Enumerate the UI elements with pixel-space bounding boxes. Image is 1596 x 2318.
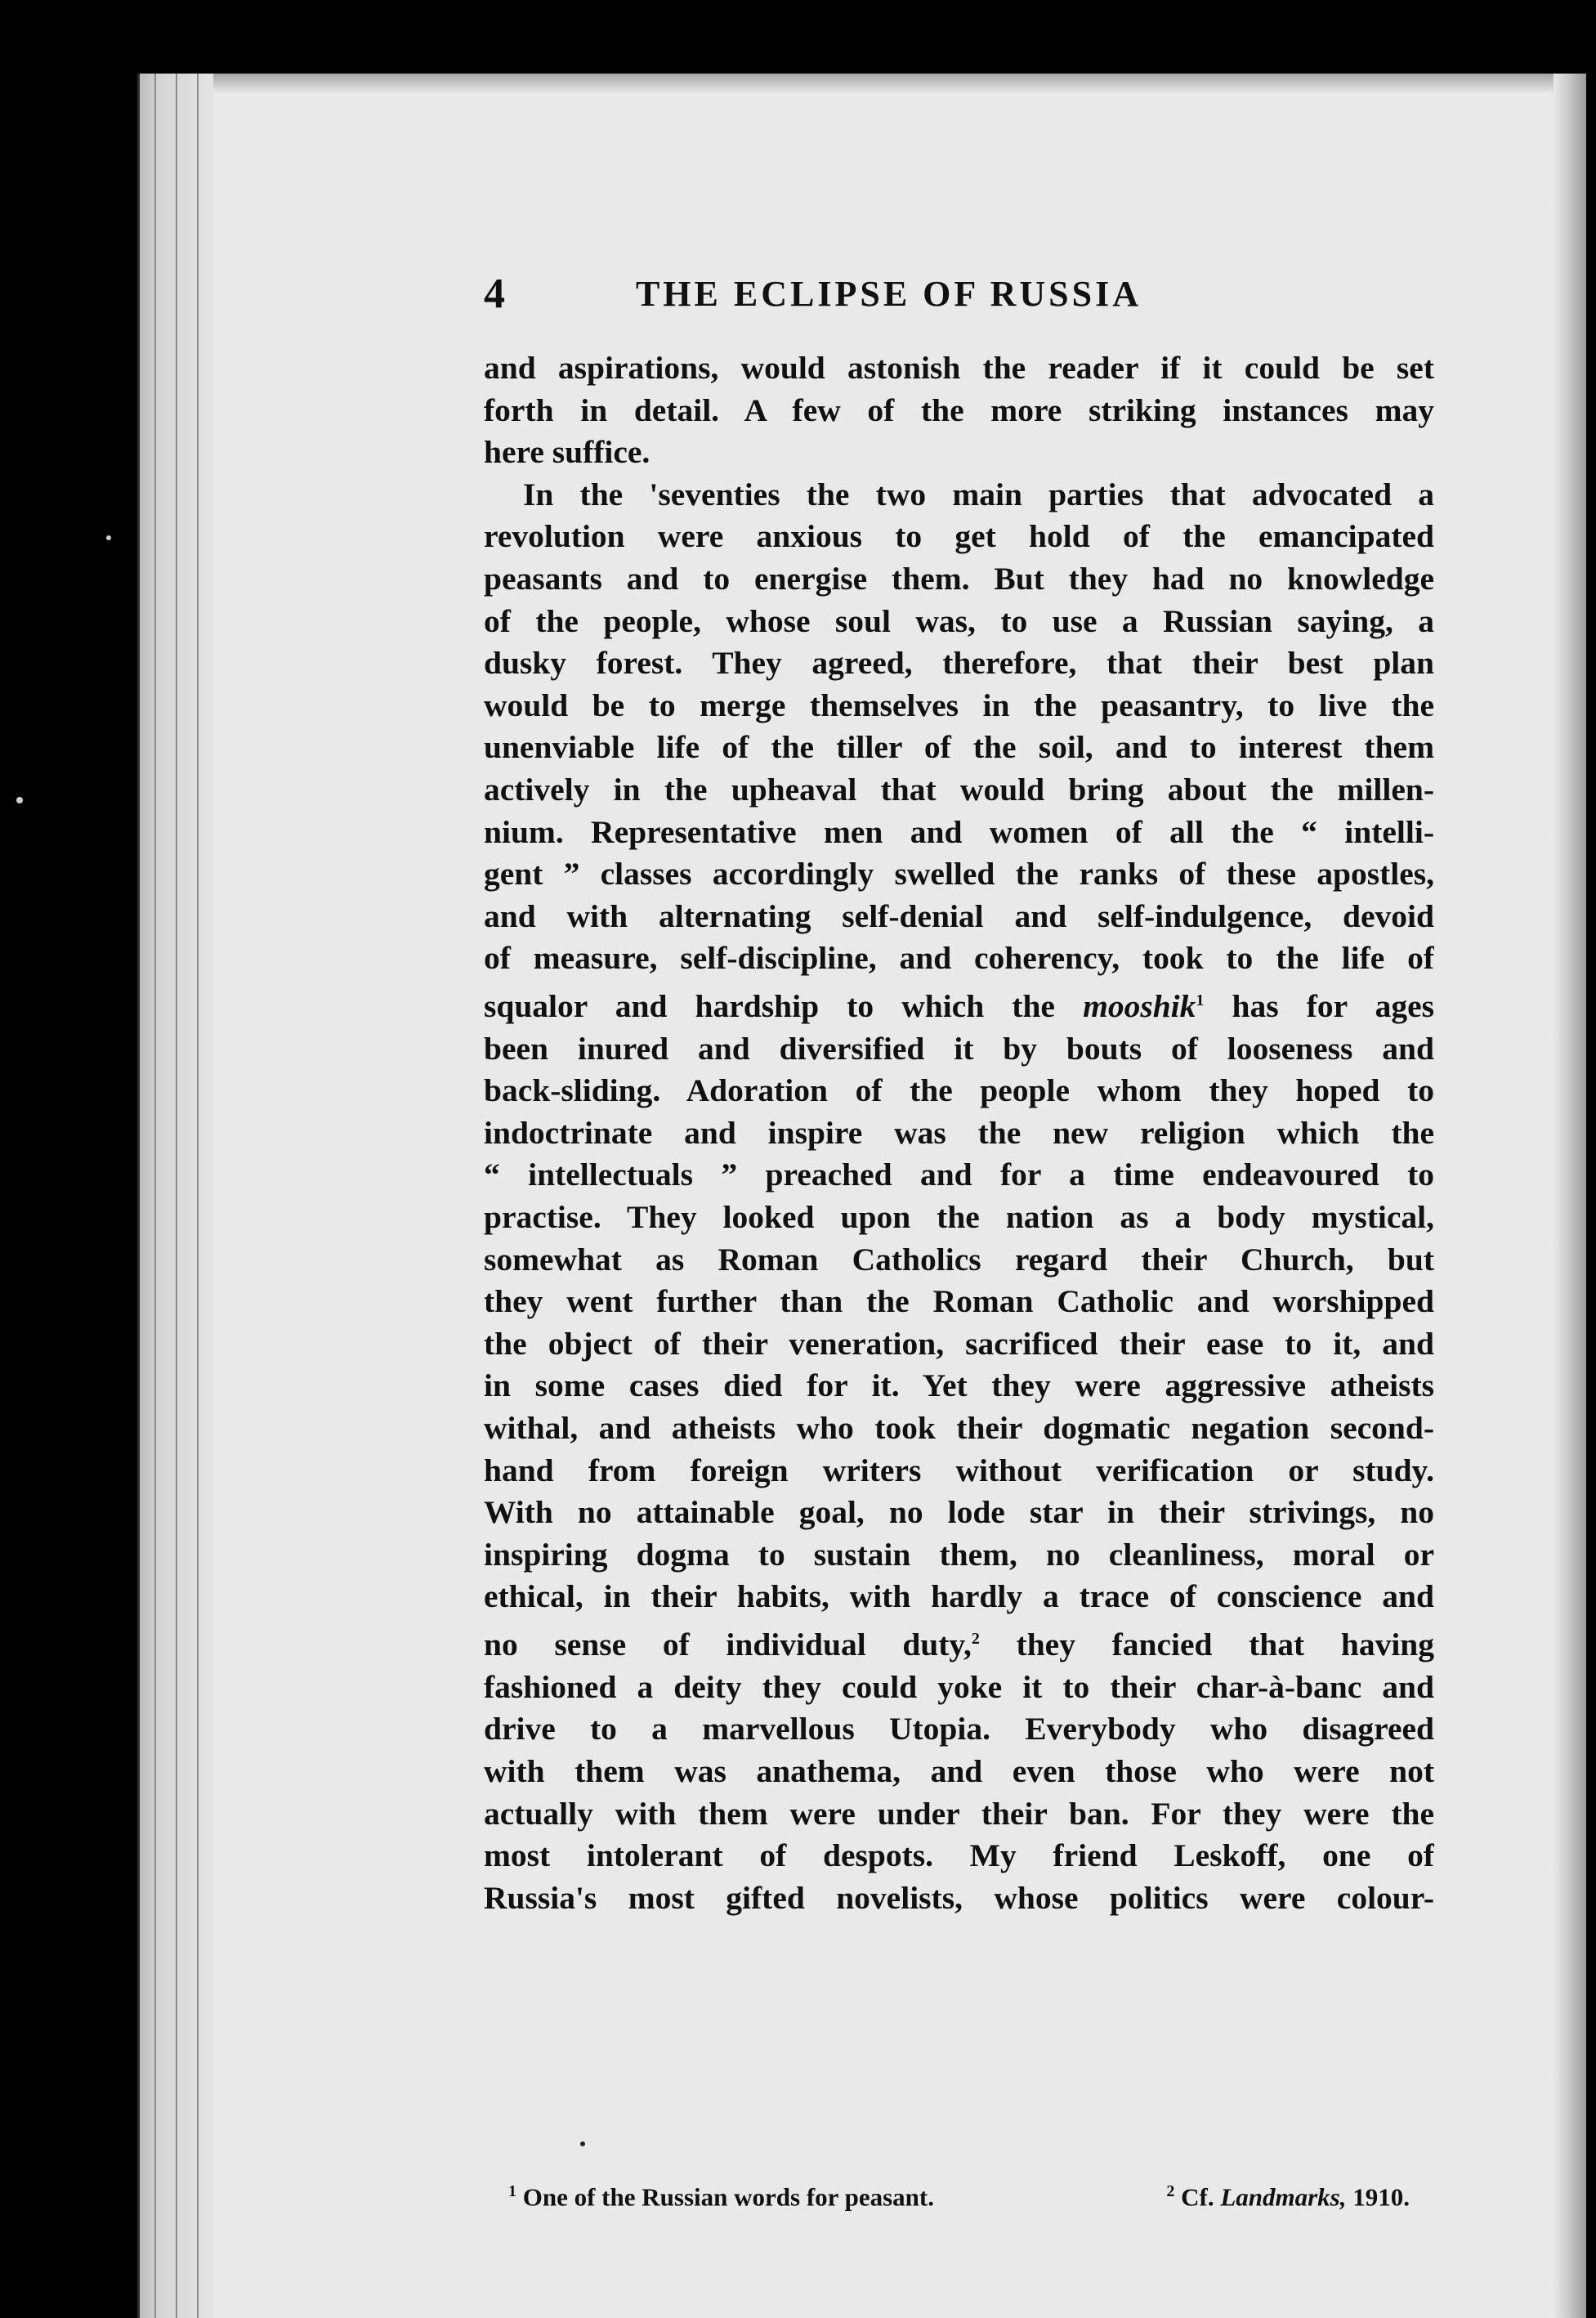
body-text [484,347,1434,1919]
text-line: fashioned a deity they could yoke it to their char-à-banc and [484,1668,1434,1705]
text-line: back-sliding. Adoration of the people whom they hoped to [484,1072,1434,1109]
page-number: 4 [484,271,505,317]
text-line: here suffice. [484,434,650,471]
running-title: THE ECLIPSE OF RUSSIA [635,274,1142,314]
text-line: With no attainable goal, no lode star in their strivings, no [484,1494,1434,1531]
running-head [343,262,1434,327]
text-line: actually with them were under their ban. For they were the [484,1795,1434,1832]
text-fragment: squalor and hardship to which the [484,988,1084,1025]
text-fragment: no sense of individual duty, [484,1627,972,1663]
text-line: would be to merge themselves in the peasantry, to live the [484,687,1434,723]
book-page [343,262,1434,327]
footnote-1 [508,2174,934,2214]
text-line: gent ” classes accordingly swelled the ranks of these apostles, [484,856,1434,893]
binding-rule [176,74,177,2318]
text-line: most intolerant of despots. My friend Leskoff, one of [484,1837,1434,1874]
text-line: drive to a marvellous Utopia. Everybody who disagreed [484,1711,1434,1747]
text-line: forth in detail. A few of the more striking instances may [484,392,1434,428]
footnote-text: 1910. [1346,2182,1410,2212]
text-line: peasants and to energise them. But they had no knowledge [484,560,1434,597]
text-line-with-footnote [484,980,1434,1028]
text-line: of measure, self-discipline, and coherency, took to the life of [484,940,1434,977]
text-line: the object of their veneration, sacrificed their ease to it, and [484,1325,1434,1362]
text-line: inspiring dogma to sustain them, no cleanliness, moral or [484,1536,1434,1573]
italic-word: mooshik [1083,988,1196,1025]
text-line: hand from foreign writers without verification or study. [484,1452,1434,1488]
text-line: with them was anathema, and even those who were not [484,1752,1434,1789]
text-line: In the 'seventies the two main parties that advocated a [523,476,1434,512]
text-line: actively in the upheaval that would bring about the millen- [484,771,1434,808]
text-line: ethical, in their habits, with hardly a trace of conscience and [484,1578,1434,1615]
scan-speck [106,535,111,540]
footnote-text: Cf. [1174,2182,1221,2212]
text-line: withal, and atheists who took their dogmatic negation second- [484,1410,1434,1446]
text-line: and aspirations, would astonish the reader if it could be set [484,350,1434,386]
text-line: and with alternating self-denial and self-indulgence, devoid [484,897,1434,934]
text-line: Russia's most gifted novelists, whose politics were colour- [484,1879,1434,1916]
text-fragment: has for ages [1204,988,1434,1025]
footnote-marker: 1 [1196,991,1205,1009]
page-right-shadow [1554,74,1586,2318]
page-top-shadow [140,74,1586,93]
scan-speck [16,797,23,803]
footnote-marker: 2 [971,1629,980,1648]
text-line: nium. Representative men and women of all the “ intelli- [484,813,1434,850]
text-line: they went further than the Roman Catholic and worshipped [484,1283,1434,1320]
text-line: dusky forest. They agreed, therefore, that their best plan [484,645,1434,682]
binding-edge [140,74,213,2318]
binding-rule [197,74,199,2318]
text-line: “ intellectuals ” preached and for a time endeavoured to [484,1157,1434,1193]
binding-rule [154,74,156,2318]
text-line: in some cases died for it. Yet they were aggressive atheists [484,1367,1434,1404]
footnote-text: One of the Russian words for peasant. [516,2182,934,2212]
text-line: somewhat as Roman Catholics regard their Church, but [484,1241,1434,1278]
text-line: of the people, whose soul was, to use a Russian saying, a [484,602,1434,639]
text-line: revolution were anxious to get hold of the emancipated [484,518,1434,555]
text-line: practise. They looked upon the nation as a body mystical, [484,1199,1434,1236]
text-fragment: they fancied that having [979,1627,1434,1663]
footnote-marker: 1 [508,2182,516,2200]
scan-speck [580,2141,585,2146]
footnote-italic: Landmarks, [1220,2182,1347,2212]
text-line: indoctrinate and inspire was the new religion which the [484,1114,1434,1151]
text-line: been inured and diversified it by bouts of looseness and [484,1030,1434,1067]
text-line-with-footnote [484,1618,1434,1667]
footnote-marker: 2 [1166,2182,1175,2200]
text-line: unenviable life of the tiller of the soil, and to interest them [484,729,1434,766]
footnote-2 [1166,2174,1410,2214]
